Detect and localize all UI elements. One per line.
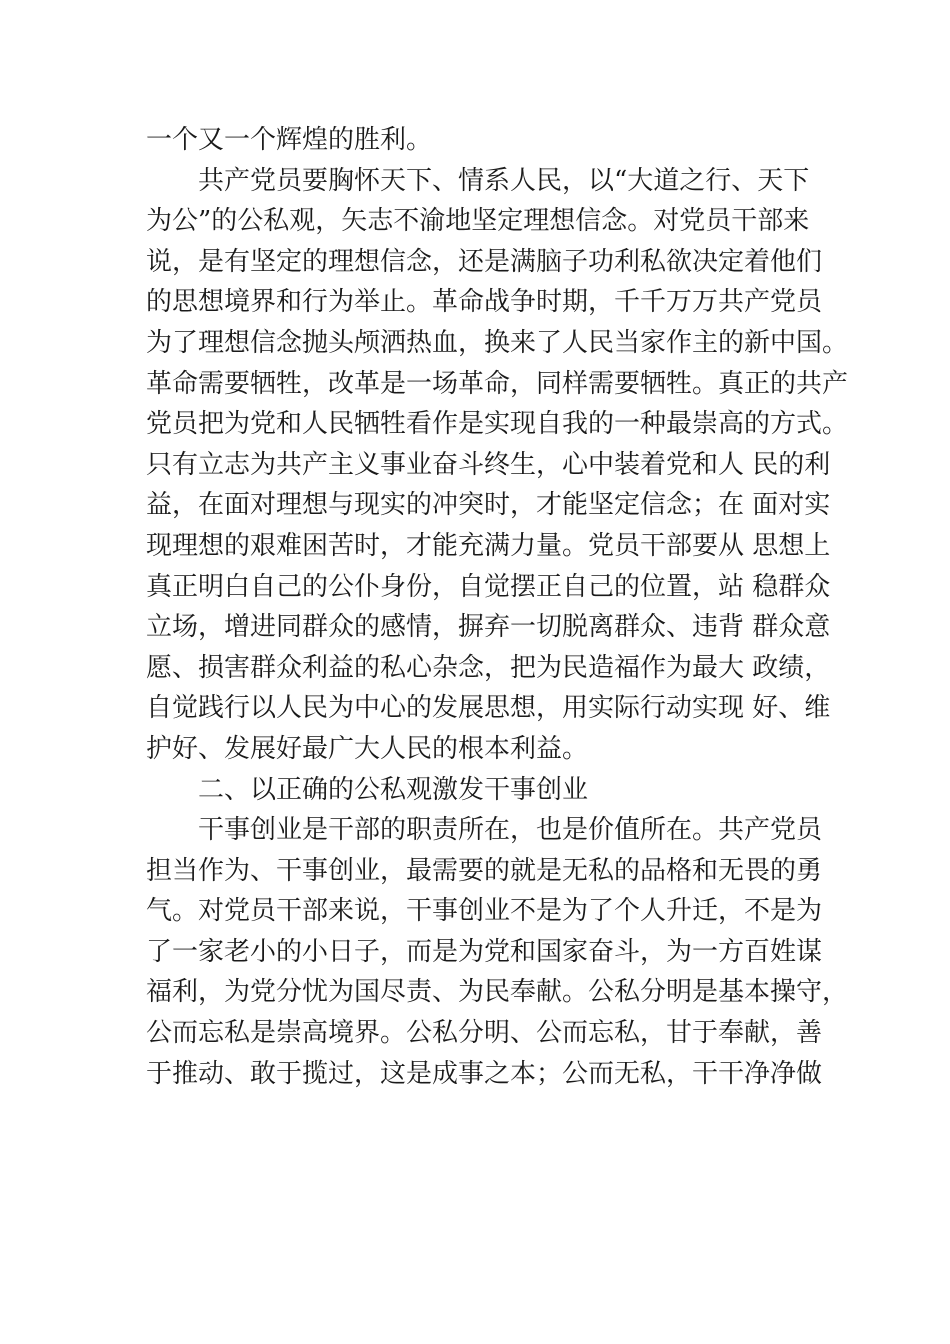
paragraph-start-line: 干事创业是干部的职责所在，也是价值所在。共产党员 <box>198 815 823 846</box>
text-line: 了一家老小的小日子，而是为党和国家奋斗，为一方百姓谋 <box>146 936 823 967</box>
text-line: 革命需要牺牲，改革是一场革命，同样需要牺牲。真正的共产 <box>146 368 849 399</box>
paragraph-start-line: 共产党员要胸怀天下、情系人民，以“大道之行、天下 <box>198 165 810 196</box>
text-line: 现理想的艰难困苦时，才能充满力量。党员干部要从 思想上 <box>146 530 831 561</box>
section-heading: 二、以正确的公私观激发干事创业 <box>198 774 589 805</box>
text-line: 气。对党员干部来说，干事创业不是为了个人升迁，不是为 <box>146 896 823 927</box>
text-line: 一个又一个辉煌的胜利。 <box>146 125 433 155</box>
text-line: 公而忘私是崇高境界。公私分明、公而忘私，甘于奉献，善 <box>146 1018 823 1049</box>
text-line: 福利，为党分忧为国尽责、为民奉献。公私分明是基本操守， <box>146 977 849 1008</box>
text-line: 只有立志为共产主义事业奋斗终生，心中装着党和人 民的利 <box>146 449 831 480</box>
text-line: 为公”的公私观，矢志不渝地坚定理想信念。对党员干部来 <box>146 206 810 237</box>
text-line: 说，是有坚定的理想信念，还是满脑子功利私欲决定着他们 <box>146 246 823 277</box>
text-line: 为了理想信念抛头颅洒热血，换来了人民当家作主的新中国。 <box>146 327 849 358</box>
text-line: 担当作为、干事创业，最需要的就是无私的品格和无畏的勇 <box>146 855 823 886</box>
body-text <box>146 120 866 1094</box>
text-line: 于推动、敢于揽过，这是成事之本；公而无私，干干净净做 <box>146 1058 823 1089</box>
text-line: 立场，增进同群众的感情，摒弃一切脱离群众、违背 群众意 <box>146 612 831 643</box>
text-line: 党员把为党和人民牺牲看作是实现自我的一种最崇高的方式。 <box>146 409 849 440</box>
text-line: 愿、损害群众利益的私心杂念，把为民造福作为最大 政绩， <box>146 652 831 683</box>
text-line: 真正明白自己的公仆身份，自觉摆正自己的位置，站 稳群众 <box>146 571 831 602</box>
text-line: 自觉践行以人民为中心的发展思想，用实际行动实现 好、维 <box>146 693 831 724</box>
text-line: 护好、发展好最广大人民的根本利益。 <box>146 733 589 764</box>
text-line: 的思想境界和行为举止。革命战争时期，千千万万共产党员 <box>146 287 823 318</box>
text-line: 益，在面对理想与现实的冲突时，才能坚定信念；在 面对实 <box>146 490 831 521</box>
